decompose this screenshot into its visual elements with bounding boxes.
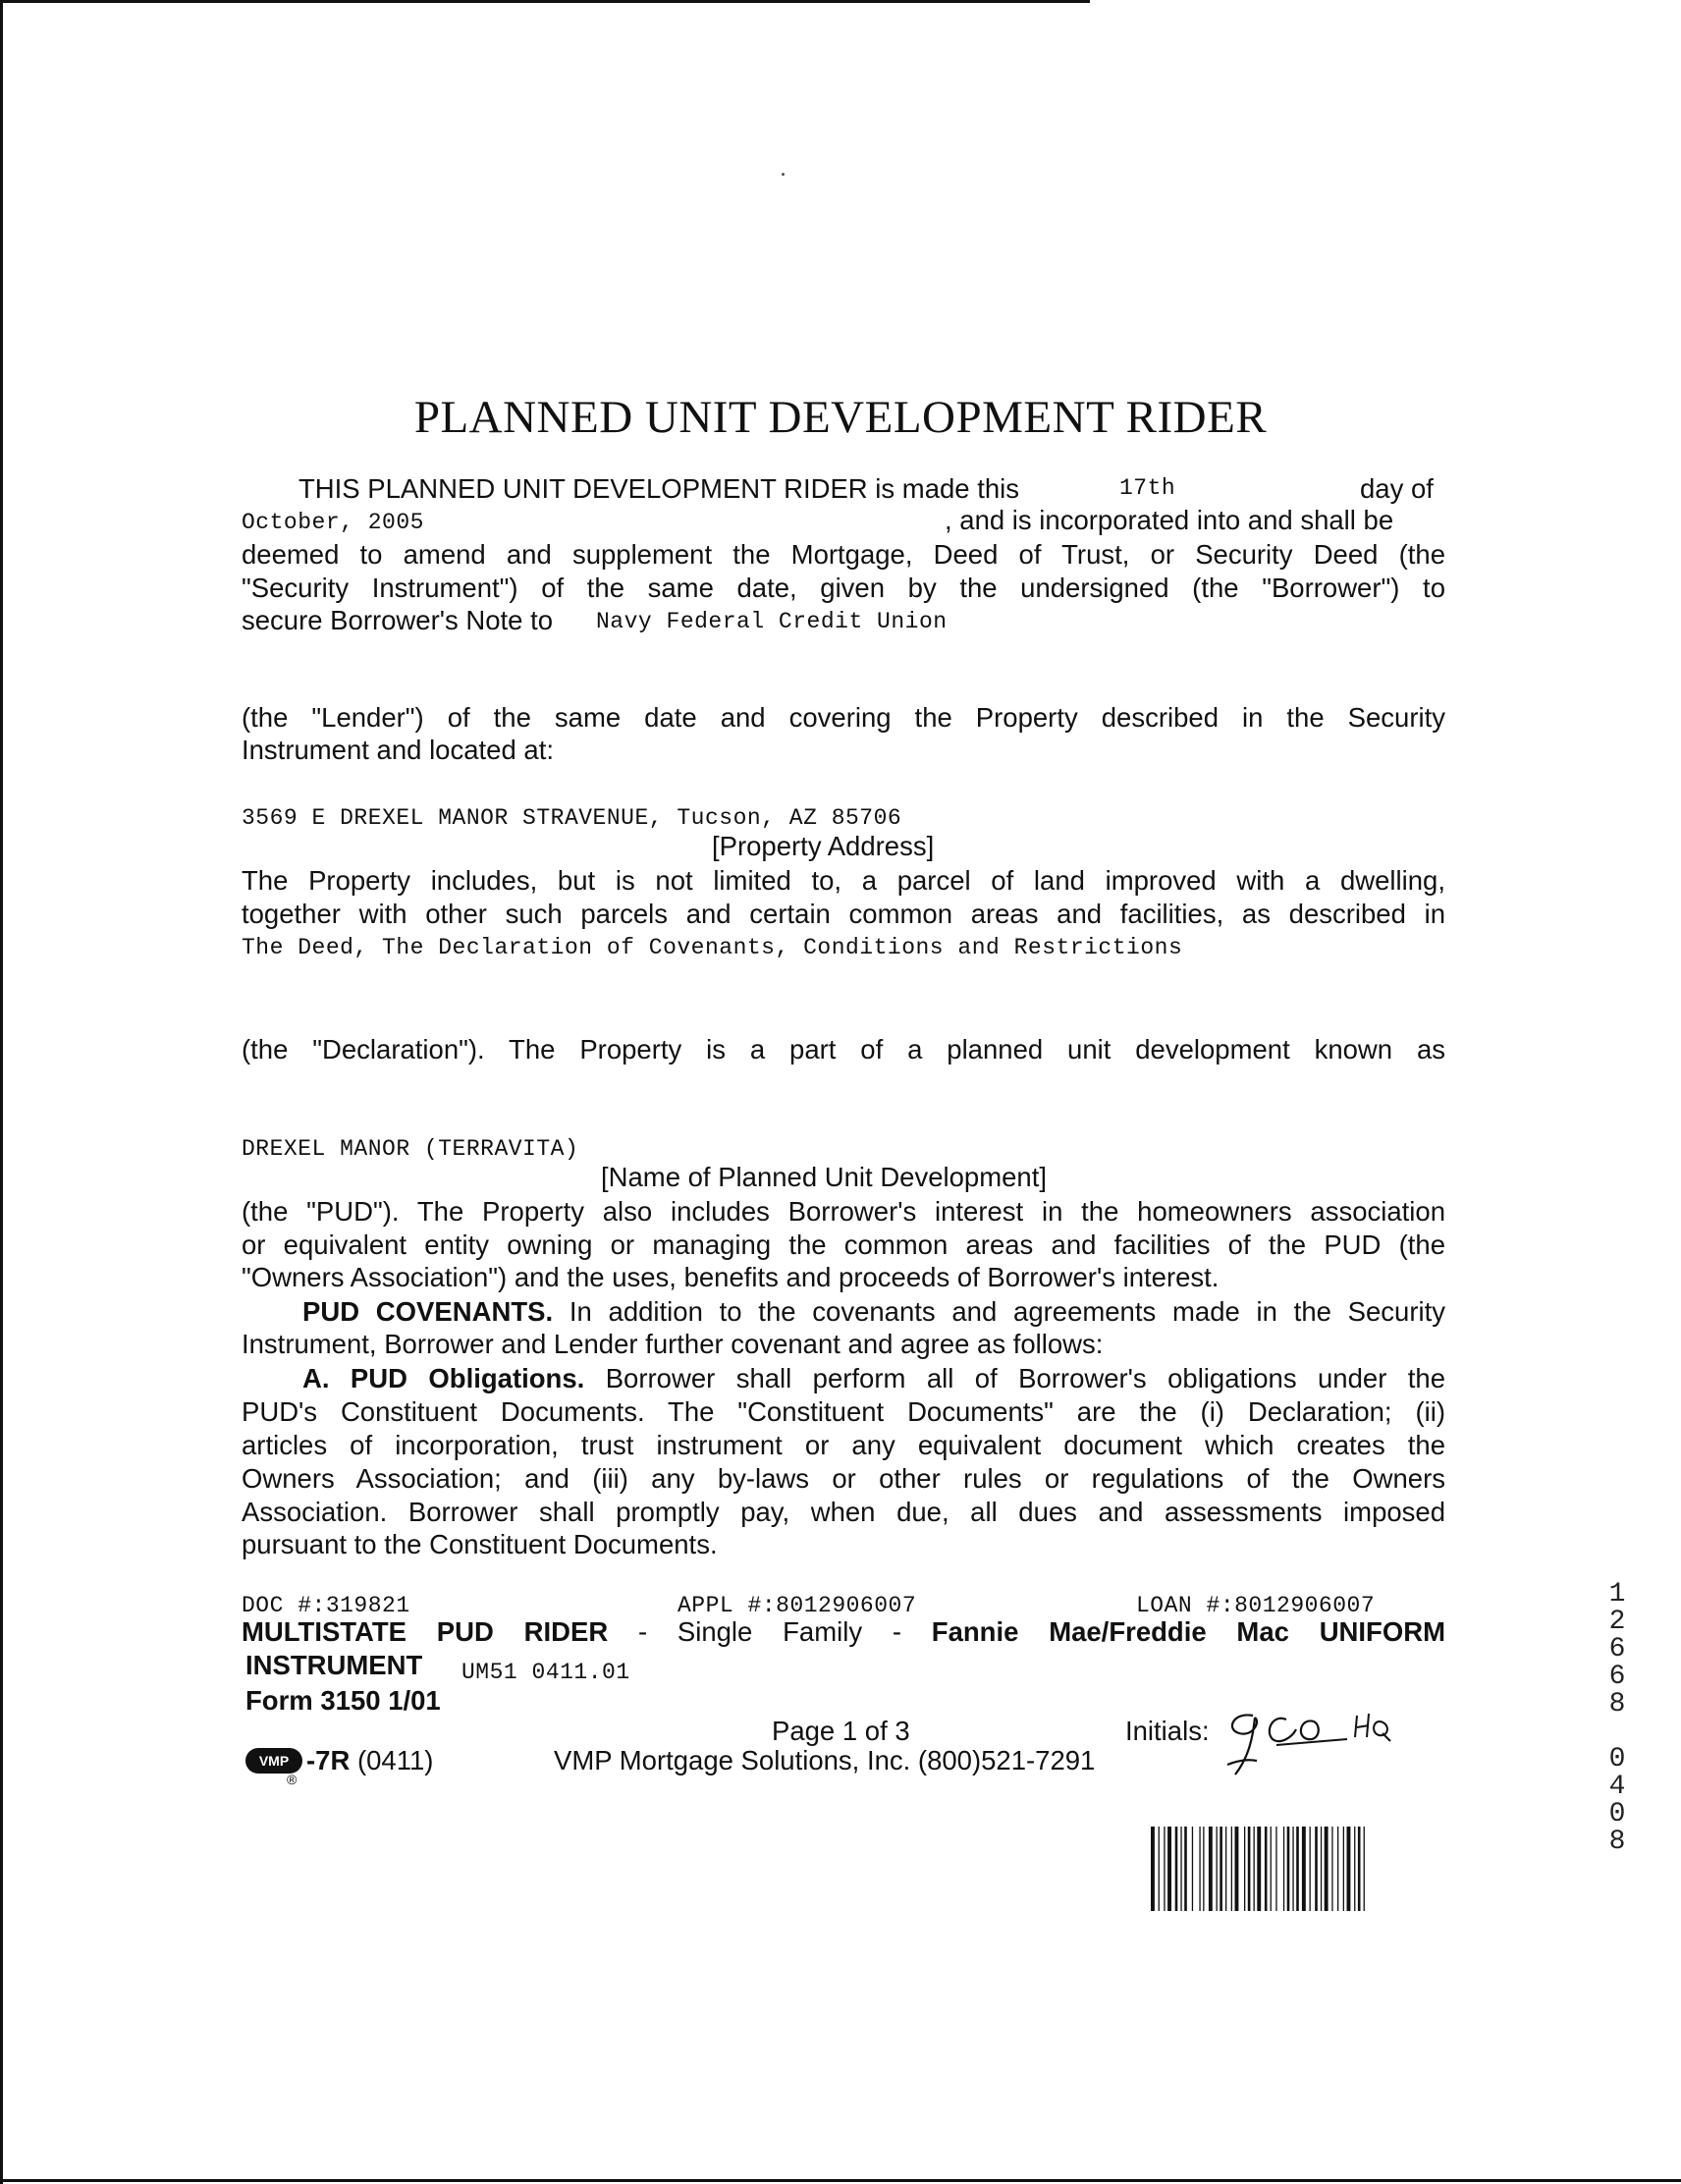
side-record-number xyxy=(1602,1581,1632,1856)
loan-number: LOAN #:8012906007 xyxy=(1136,1593,1376,1618)
barcode-bar xyxy=(1164,1827,1165,1911)
scan-border-top xyxy=(0,0,1090,3)
barcode-bar xyxy=(1275,1827,1276,1911)
vmp-logo: VMP xyxy=(245,1748,302,1774)
covenants-heading: PUD COVENANTS. xyxy=(302,1296,554,1327)
section-a-line-1-text: Borrower shall perform all of Borrower's obligations under the xyxy=(605,1363,1445,1393)
section-a-line-3: articles of incorporation, trust instrument or any equivalent document which creates the xyxy=(242,1430,1445,1460)
lender-line-2: Instrument and located at: xyxy=(242,735,554,765)
barcode-bar xyxy=(1225,1827,1226,1911)
covenants-line-2: Instrument, Borrower and Lender further covenant and agree as follows: xyxy=(242,1329,1104,1359)
intro-lead: THIS PLANNED UNIT DEVELOPMENT RIDER is made this xyxy=(298,473,1020,504)
rider-day: 17th xyxy=(1119,475,1176,501)
lender-line-1: (the "Lender") of the same date and covering the Property described in the Security xyxy=(242,702,1445,733)
section-a-line-4: Owners Association; and (iii) any by-laws or other rules or regulations of the Owners xyxy=(242,1463,1445,1494)
form-name: MULTISTATE PUD RIDER xyxy=(242,1616,609,1647)
barcode-bar xyxy=(1199,1827,1200,1911)
vmp-form-code xyxy=(306,1745,433,1776)
appl-number: APPL #:8012906007 xyxy=(678,1593,917,1618)
intro-line-3: deemed to amend and supplement the Mortgage, Deed of Trust, or Security Deed (the xyxy=(242,539,1445,570)
barcode-bar xyxy=(1337,1827,1338,1911)
barcode-bar xyxy=(1296,1827,1299,1911)
intro-line-5: secure Borrower's Note to xyxy=(242,605,554,635)
barcode-bar xyxy=(1315,1827,1318,1911)
section-a-heading: A. PUD Obligations. xyxy=(302,1363,585,1393)
side-number-char: 0 xyxy=(1608,1799,1626,1829)
covenants-line-1 xyxy=(302,1295,1445,1329)
intro-day-of: day of xyxy=(1360,473,1434,504)
barcode-bar xyxy=(1325,1827,1329,1911)
pud-line-1: (the "PUD"). The Property also includes Borrower's interest in the homeowners association xyxy=(242,1196,1445,1227)
side-number-char xyxy=(1602,1719,1632,1746)
intro-incorporated: , and is incorporated into and shall be xyxy=(945,505,1394,535)
barcode-bar xyxy=(1271,1827,1272,1911)
barcode-bar xyxy=(1203,1827,1204,1911)
initials-label: Initials: xyxy=(1125,1716,1210,1746)
doc-number: DOC #:319821 xyxy=(242,1593,410,1618)
barcode-bar xyxy=(1321,1827,1322,1911)
barcode-bar xyxy=(1248,1827,1251,1911)
barcode-bar xyxy=(1364,1827,1365,1911)
section-a-line-6: pursuant to the Constituent Documents. xyxy=(242,1529,718,1559)
barcode-bar xyxy=(1287,1827,1290,1911)
scan-border-bottom xyxy=(0,2179,1681,2182)
section-a-line-2: PUD's Constituent Documents. The "Constituent Documents" are the (i) Declaration; (ii) xyxy=(242,1396,1445,1427)
lender-name: Navy Federal Credit Union xyxy=(596,609,948,634)
barcode-bar xyxy=(1292,1827,1293,1911)
pud-line-3: "Owners Association") and the uses, benefits and proceeds of Borrower's interest. xyxy=(242,1262,1220,1292)
side-number-char: 8 xyxy=(1608,1689,1626,1720)
covenants-line-1-text: In addition to the covenants and agreements made in the Security xyxy=(569,1296,1445,1327)
pud-name: DREXEL MANOR (TERRAVITA) xyxy=(242,1136,579,1162)
barcode-bar xyxy=(1354,1827,1355,1911)
form-code: UM51 0411.01 xyxy=(461,1660,630,1685)
property-line-2: together with other such parcels and certain common areas and facilities, as described in xyxy=(242,899,1445,929)
pud-line-2: or equivalent entity owning or managing the common areas and facilities of the PUD (the xyxy=(242,1229,1445,1260)
declaration-description: The Deed, The Declaration of Covenants, Conditions and Restrictions xyxy=(242,935,1183,960)
barcode-bar xyxy=(1257,1827,1261,1911)
barcode-bar xyxy=(1220,1827,1222,1911)
document-title: PLANNED UNIT DEVELOPMENT RIDER xyxy=(413,392,1268,443)
side-number-char: 8 xyxy=(1608,1827,1626,1857)
scan-border-left xyxy=(0,0,3,2184)
barcode-bar xyxy=(1254,1827,1255,1911)
registered-mark: ® xyxy=(287,1772,298,1787)
form-line-1 xyxy=(242,1615,1445,1649)
form-number: Form 3150 1/01 xyxy=(245,1685,441,1716)
declaration-line: (the "Declaration"). The Property is a part of a planned unit development known as xyxy=(242,1034,1445,1065)
rider-month-year: October, 2005 xyxy=(242,510,424,535)
barcode-bar xyxy=(1151,1827,1155,1911)
vmp-form-number: -7R xyxy=(306,1745,351,1775)
intro-line-4: "Security Instrument") of the same date, given by the undersigned (the "Borrower") to xyxy=(242,573,1445,603)
initials-signature xyxy=(1214,1704,1410,1782)
barcode-bar xyxy=(1175,1827,1178,1911)
side-number-char: 0 xyxy=(1608,1744,1626,1774)
barcode-bar xyxy=(1209,1827,1213,1911)
barcode-bar xyxy=(1331,1827,1332,1911)
barcode-bar xyxy=(1167,1827,1171,1911)
property-address: 3569 E DREXEL MANOR STRAVENUE, Tucson, AZ 85706 xyxy=(242,805,902,831)
barcode-bar xyxy=(1343,1827,1344,1911)
barcode-bar xyxy=(1347,1827,1351,1911)
barcode-bar xyxy=(1235,1827,1239,1911)
vmp-form-date: (0411) xyxy=(356,1745,434,1775)
side-number-char: 6 xyxy=(1608,1634,1626,1665)
pud-name-label: [Name of Planned Unit Development] xyxy=(601,1162,1047,1192)
form-line-2: INSTRUMENT xyxy=(245,1650,423,1680)
property-line-1: The Property includes, but is not limited to, a parcel of land improved with a dwelling, xyxy=(242,865,1445,896)
form-type: - Single Family - xyxy=(637,1616,902,1647)
barcode-bar xyxy=(1180,1827,1181,1911)
form-agency: Fannie Mae/Freddie Mac UNIFORM xyxy=(931,1616,1446,1647)
property-address-label: [Property Address] xyxy=(712,831,935,861)
side-number-char: 1 xyxy=(1608,1579,1626,1610)
side-number-char: 2 xyxy=(1608,1607,1626,1637)
barcode-bar xyxy=(1184,1827,1187,1911)
barcode-bar xyxy=(1244,1827,1245,1911)
side-number-char: 4 xyxy=(1608,1772,1626,1802)
barcode-bar xyxy=(1310,1827,1311,1911)
barcode-bar xyxy=(1231,1827,1232,1911)
barcode xyxy=(1151,1827,1443,1911)
barcode-bar xyxy=(1265,1827,1268,1911)
barcode-bar xyxy=(1283,1827,1284,1911)
section-a-line-1 xyxy=(302,1362,1445,1395)
vmp-company: VMP Mortgage Solutions, Inc. (800)521-7291 xyxy=(554,1745,1096,1775)
barcode-bar xyxy=(1302,1827,1306,1911)
barcode-bar xyxy=(1358,1827,1361,1911)
barcode-bar xyxy=(1192,1827,1193,1911)
section-a-line-5: Association. Borrower shall promptly pay, when due, all dues and assessments imposed xyxy=(242,1497,1445,1527)
barcode-bar xyxy=(1159,1827,1160,1911)
scan-speck xyxy=(782,173,785,176)
side-number-char: 6 xyxy=(1608,1662,1626,1692)
page-indicator: Page 1 of 3 xyxy=(772,1716,910,1746)
barcode-bar xyxy=(1217,1827,1218,1911)
